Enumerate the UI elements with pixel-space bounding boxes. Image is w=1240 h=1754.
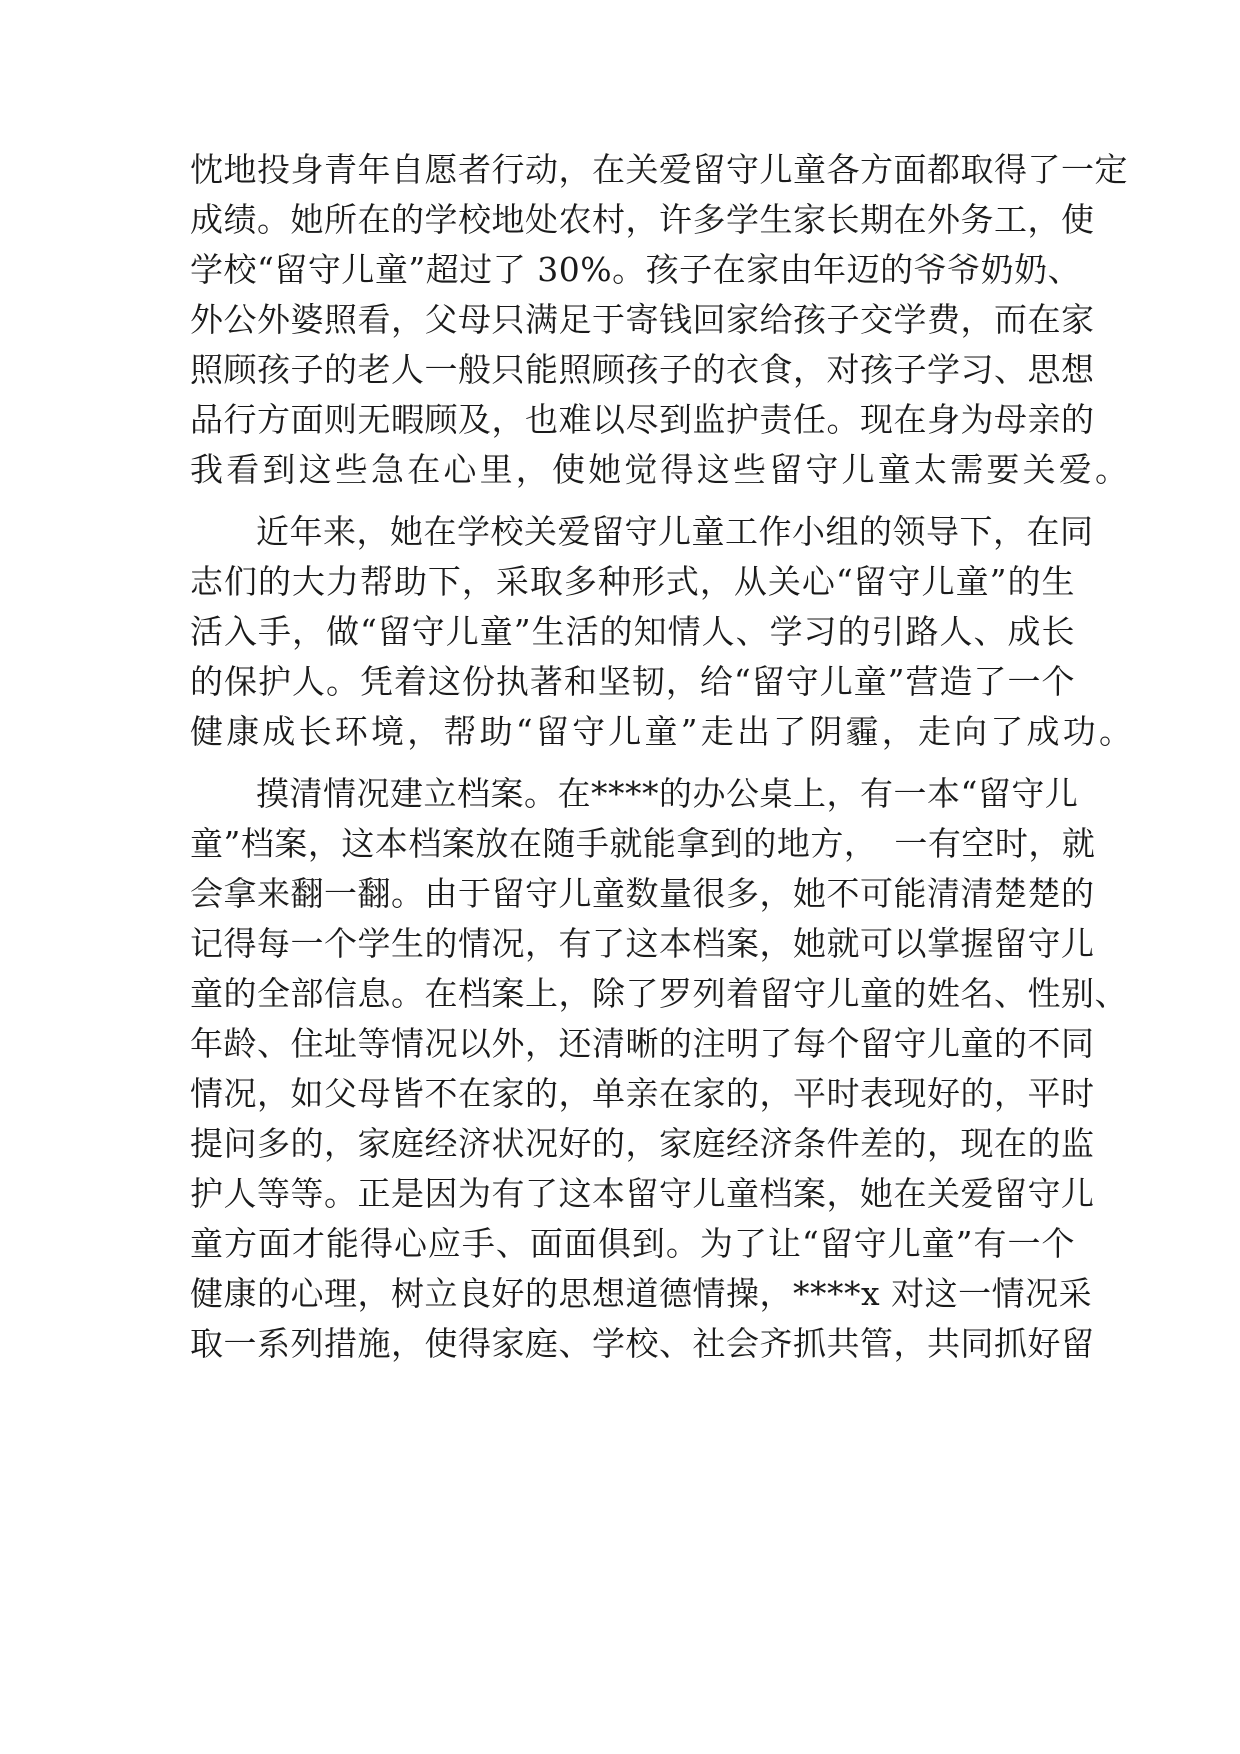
text-line: 我看到这些急在心里，使她觉得这些留守儿童太需要关爱。 xyxy=(190,450,1132,489)
document-body xyxy=(190,145,1136,1369)
text-line: 童的全部信息。在档案上，除了罗列着留守儿童的姓名、性别、 xyxy=(190,974,1128,1013)
paragraph-2 xyxy=(190,507,1136,757)
paragraph-3 xyxy=(190,769,1128,1369)
text-line: 忱地投身青年自愿者行动，在关爱留守儿童各方面都取得了一定 xyxy=(190,150,1128,189)
text-line: 活入手，做“留守儿童”生活的知情人、学习的引路人、成长 xyxy=(190,612,1075,651)
text-line: 成绩。她所在的学校地处农村，许多学生家长期在外务工，使 xyxy=(190,200,1095,239)
text-line: 摸清情况建立档案。在****的办公桌上，有一本“留守儿 xyxy=(256,774,1079,813)
text-line: 健康成长环境，帮助“留守儿童”走出了阴霾，走向了成功。 xyxy=(190,712,1136,751)
text-line: 志们的大力帮助下，采取多种形式，从关心“留守儿童”的生 xyxy=(190,562,1075,601)
text-line: 护人等等。正是因为有了这本留守儿童档案，她在关爱留守儿 xyxy=(190,1174,1095,1213)
paragraph-1 xyxy=(190,145,1132,495)
text-line: 年龄、住址等情况以外，还清晰的注明了每个留守儿童的不同 xyxy=(190,1024,1095,1063)
text-line: 童”档案，这本档案放在随手就能拿到的地方， 一有空时，就 xyxy=(190,824,1096,863)
text-line: 近年来，她在学校关爱留守儿童工作小组的领导下，在同 xyxy=(256,512,1094,551)
text-line: 情况，如父母皆不在家的，单亲在家的，平时表现好的，平时 xyxy=(190,1074,1095,1113)
text-line: 学校“留守儿童”超过了 30%。孩子在家由年迈的爷爷奶奶、 xyxy=(190,250,1082,289)
text-line: 提问多的，家庭经济状况好的，家庭经济条件差的，现在的监 xyxy=(190,1124,1095,1163)
text-line: 的保护人。凭着这份执著和坚韧，给“留守儿童”营造了一个 xyxy=(190,662,1075,701)
text-line: 取一系列措施，使得家庭、学校、社会齐抓共管，共同抓好留 xyxy=(190,1324,1095,1363)
text-line: 外公外婆照看，父母只满足于寄钱回家给孩子交学费，而在家 xyxy=(190,300,1095,339)
text-line: 照顾孩子的老人一般只能照顾孩子的衣食，对孩子学习、思想 xyxy=(190,350,1095,389)
text-line: 会拿来翻一翻。由于留守儿童数量很多，她不可能清清楚楚的 xyxy=(190,874,1095,913)
text-line: 记得每一个学生的情况，有了这本档案，她就可以掌握留守儿 xyxy=(190,924,1095,963)
text-line: 童方面才能得心应手、面面俱到。为了让“留守儿童”有一个 xyxy=(190,1224,1075,1263)
text-line: 品行方面则无暇顾及，也难以尽到监护责任。现在身为母亲的 xyxy=(190,400,1095,439)
text-line: 健康的心理，树立良好的思想道德情操，****x 对这一情况采 xyxy=(190,1274,1093,1313)
